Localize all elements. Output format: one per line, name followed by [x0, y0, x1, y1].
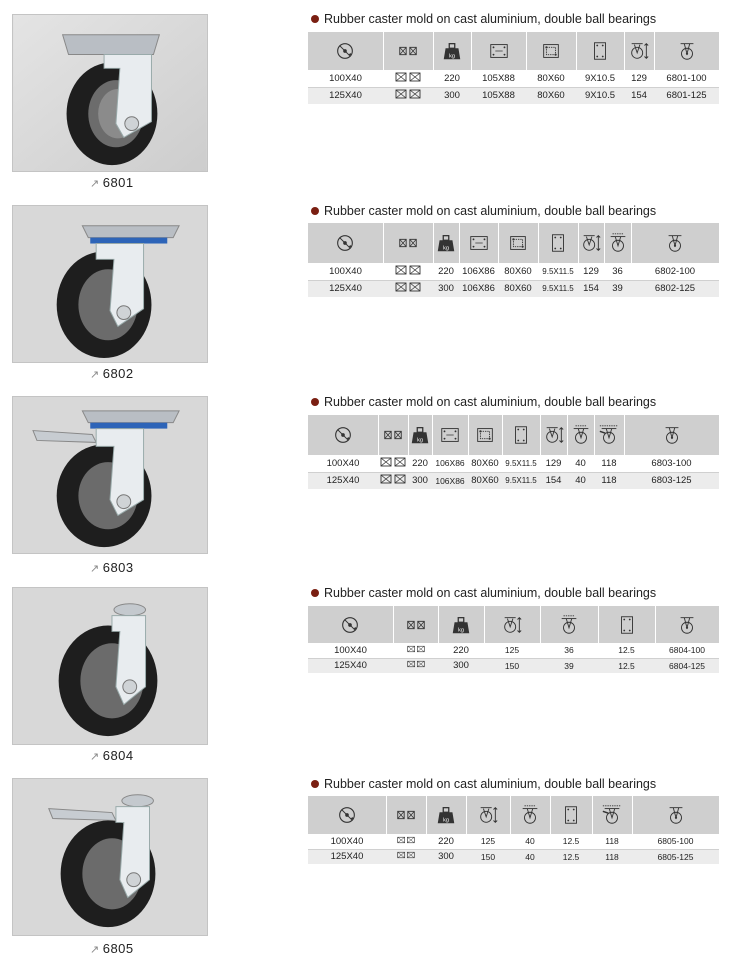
table-cell: 12.5	[550, 849, 592, 864]
svg-text:kg: kg	[458, 626, 464, 633]
product-photo-6801	[12, 14, 208, 172]
table-row	[308, 658, 719, 673]
bearing-symbol	[383, 280, 433, 297]
table-cell: 125X40	[308, 87, 383, 104]
bearing-icon-glyph	[405, 614, 427, 636]
load-kg-icon-glyph	[435, 232, 457, 254]
table-cell: 100X40	[308, 643, 393, 658]
table-cell: 106X86	[459, 263, 498, 280]
table-cell: 6803-125	[624, 472, 719, 489]
section-title: Rubber caster mold on cast aluminium, double ball bearings	[311, 777, 656, 791]
table-cell: 125X40	[308, 658, 393, 673]
load-kg-icon	[433, 32, 471, 70]
hole-spacing-icon	[526, 32, 576, 70]
table-cell: 6804-125	[655, 658, 719, 673]
product-code-label: ↗ 6804	[90, 748, 134, 763]
bearing-symbol-glyph	[395, 72, 421, 82]
swivel-offset-icon	[604, 223, 631, 263]
table-cell: 118	[592, 849, 632, 864]
bearing-symbol	[386, 834, 426, 849]
product-code-label: ↗ 6805	[90, 941, 134, 956]
table-cell: 9.5X11.5	[502, 455, 540, 472]
product-code-label: ↗ 6801	[90, 175, 134, 190]
caster-brake-illustration	[13, 397, 207, 553]
table-cell: 154	[624, 87, 654, 104]
arrow-icon: ↗	[90, 751, 100, 763]
caster-swivel-illustration	[13, 206, 207, 362]
table-cell: 118	[592, 834, 632, 849]
product-code-icon-glyph	[661, 424, 683, 446]
table-cell: 80X60	[468, 472, 502, 489]
wheel-size-icon	[308, 223, 383, 263]
table-row	[308, 87, 719, 104]
load-kg-icon-glyph	[450, 614, 472, 636]
swivel-offset-icon	[540, 606, 598, 643]
product-code-icon-glyph	[665, 804, 687, 826]
table-cell: 12.5	[598, 658, 655, 673]
table-cell: 300	[433, 280, 459, 297]
table-cell: 6802-100	[631, 263, 719, 280]
bearing-icon-glyph	[382, 424, 404, 446]
bearing-symbol-glyph	[380, 474, 406, 484]
hole-spacing-icon	[468, 415, 502, 455]
hole-spacing-icon-glyph	[540, 40, 562, 62]
table-cell: 125	[484, 643, 540, 658]
product-code-icon-glyph	[676, 614, 698, 636]
table-cell: 125X40	[308, 849, 386, 864]
table-cell: 100X40	[308, 455, 378, 472]
bearing-icon-glyph	[397, 40, 419, 62]
svg-text:kg: kg	[443, 817, 449, 824]
table-cell: 36	[604, 263, 631, 280]
arrow-icon: ↗	[90, 563, 100, 575]
spec-table-6805	[308, 796, 719, 864]
table-cell: 80X60	[468, 455, 502, 472]
table-row	[308, 643, 719, 658]
table-row	[308, 280, 719, 297]
bearing-icon-glyph	[395, 804, 417, 826]
plate-size-icon	[432, 415, 468, 455]
table-cell: 125X40	[308, 280, 383, 297]
table-cell: 105X88	[471, 70, 526, 87]
load-kg-icon-glyph	[435, 804, 457, 826]
table-cell: 9X10.5	[576, 87, 624, 104]
bearing-symbol	[393, 643, 438, 658]
swivel-offset-icon-glyph	[519, 804, 541, 826]
bearing-symbol	[393, 658, 438, 673]
table-cell: 220	[426, 834, 466, 849]
table-cell: 154	[540, 472, 567, 489]
swivel-offset-icon-glyph	[558, 614, 580, 636]
swivel-offset-icon-glyph	[607, 232, 629, 254]
brake-width-icon-glyph	[601, 804, 623, 826]
spec-table-6801	[308, 32, 719, 104]
table-cell: 106X86	[432, 472, 468, 489]
bearing-icon	[383, 223, 433, 263]
table-cell: 105X88	[471, 87, 526, 104]
svg-text:kg: kg	[417, 437, 423, 444]
bearing-symbol-glyph	[395, 265, 421, 275]
table-cell: 118	[594, 472, 624, 489]
table-cell: 100X40	[308, 70, 383, 87]
load-kg-icon-glyph	[409, 424, 431, 446]
bolt-hole-icon	[538, 223, 578, 263]
table-cell: 106X86	[432, 455, 468, 472]
table-cell: 150	[484, 658, 540, 673]
brake-width-icon-glyph	[598, 424, 620, 446]
bullet-icon	[311, 589, 319, 597]
bearing-icon-glyph	[397, 232, 419, 254]
product-code-icon-glyph	[676, 40, 698, 62]
wheel-size-icon-glyph	[336, 804, 358, 826]
spec-table-6803	[308, 415, 719, 489]
table-cell: 129	[624, 70, 654, 87]
table-cell: 100X40	[308, 834, 386, 849]
hole-spacing-icon-glyph	[474, 424, 496, 446]
table-cell: 6805-125	[632, 849, 719, 864]
table-cell: 6801-100	[654, 70, 719, 87]
bolt-hole-icon-glyph	[560, 804, 582, 826]
load-kg-icon	[438, 606, 484, 643]
total-height-icon-glyph	[543, 424, 565, 446]
table-cell: 125	[466, 834, 510, 849]
table-cell: 154	[578, 280, 604, 297]
table-cell: 220	[408, 455, 432, 472]
table-row	[308, 472, 719, 489]
table-cell: 6804-100	[655, 643, 719, 658]
bearing-symbol	[383, 70, 433, 87]
bolt-hole-icon	[576, 32, 624, 70]
section-title: Rubber caster mold on cast aluminium, double ball bearings	[311, 204, 656, 218]
table-cell: 118	[594, 455, 624, 472]
product-photo-6804	[12, 587, 208, 745]
total-height-icon-glyph	[580, 232, 602, 254]
total-height-icon	[466, 796, 510, 834]
table-row	[308, 849, 719, 864]
bearing-symbol-glyph	[397, 851, 415, 859]
brake-width-icon	[594, 415, 624, 455]
wheel-size-icon-glyph	[339, 614, 361, 636]
table-cell: 220	[433, 70, 471, 87]
swivel-offset-icon	[567, 415, 594, 455]
arrow-icon: ↗	[90, 369, 100, 381]
table-cell: 106X86	[459, 280, 498, 297]
total-height-icon	[624, 32, 654, 70]
product-code-icon-glyph	[664, 232, 686, 254]
caster-rigid-illustration	[13, 15, 207, 171]
plate-size-icon-glyph	[468, 232, 490, 254]
caster-bolt-hole-brake-illustration	[13, 779, 207, 935]
bearing-icon	[393, 606, 438, 643]
table-cell: 100X40	[308, 263, 383, 280]
table-cell: 220	[438, 643, 484, 658]
table-cell: 129	[540, 455, 567, 472]
hole-spacing-icon	[498, 223, 538, 263]
wheel-size-icon	[308, 32, 383, 70]
product-code-label: ↗ 6802	[90, 366, 134, 381]
brake-width-icon	[592, 796, 632, 834]
bearing-symbol-glyph	[395, 89, 421, 99]
table-cell: 220	[433, 263, 459, 280]
table-row	[308, 834, 719, 849]
table-cell: 80X60	[526, 70, 576, 87]
total-height-icon	[540, 415, 567, 455]
bolt-hole-icon-glyph	[547, 232, 569, 254]
arrow-icon: ↗	[90, 178, 100, 190]
table-cell: 6802-125	[631, 280, 719, 297]
table-cell: 80X60	[498, 280, 538, 297]
table-cell: 80X60	[498, 263, 538, 280]
load-kg-icon	[408, 415, 432, 455]
bearing-icon	[378, 415, 408, 455]
plate-size-icon	[459, 223, 498, 263]
table-cell: 40	[567, 455, 594, 472]
table-cell: 300	[438, 658, 484, 673]
table-cell: 40	[567, 472, 594, 489]
table-cell: 39	[604, 280, 631, 297]
table-row	[308, 263, 719, 280]
bullet-icon	[311, 207, 319, 215]
table-cell: 6805-100	[632, 834, 719, 849]
product-code-icon	[654, 32, 719, 70]
table-cell: 9X10.5	[576, 70, 624, 87]
bolt-hole-icon	[598, 606, 655, 643]
table-cell: 129	[578, 263, 604, 280]
plate-size-icon	[471, 32, 526, 70]
table-cell: 300	[433, 87, 471, 104]
bearing-symbol-glyph	[407, 645, 425, 653]
hole-spacing-icon-glyph	[507, 232, 529, 254]
wheel-size-icon-glyph	[334, 40, 356, 62]
total-height-icon-glyph	[477, 804, 499, 826]
wheel-size-icon	[308, 606, 393, 643]
table-cell: 6801-125	[654, 87, 719, 104]
bearing-icon	[383, 32, 433, 70]
product-photo-6803	[12, 396, 208, 554]
table-cell: 150	[466, 849, 510, 864]
spec-table-6804	[308, 606, 719, 673]
wheel-size-icon	[308, 796, 386, 834]
bullet-icon	[311, 398, 319, 406]
product-photo-6805	[12, 778, 208, 936]
product-code-icon	[631, 223, 719, 263]
bearing-symbol-glyph	[407, 660, 425, 668]
section-title: Rubber caster mold on cast aluminium, double ball bearings	[311, 12, 656, 26]
table-cell: 125X40	[308, 472, 378, 489]
load-kg-icon	[433, 223, 459, 263]
table-row	[308, 70, 719, 87]
bullet-icon	[311, 780, 319, 788]
bearing-symbol	[378, 472, 408, 489]
table-cell: 6803-100	[624, 455, 719, 472]
bearing-symbol	[383, 263, 433, 280]
spec-table-6802	[308, 223, 719, 297]
product-code-icon	[624, 415, 719, 455]
table-cell: 9.5X11.5	[538, 280, 578, 297]
svg-text:kg: kg	[443, 245, 449, 252]
total-height-icon	[578, 223, 604, 263]
bearing-symbol-glyph	[397, 836, 415, 844]
product-photo-6802	[12, 205, 208, 363]
bearing-symbol	[383, 87, 433, 104]
bolt-hole-icon-glyph	[510, 424, 532, 446]
product-code-icon	[632, 796, 719, 834]
bearing-symbol	[386, 849, 426, 864]
table-cell: 9.5X11.5	[538, 263, 578, 280]
bearing-symbol-glyph	[395, 282, 421, 292]
svg-text:kg: kg	[449, 53, 455, 60]
bolt-hole-icon	[502, 415, 540, 455]
table-cell: 39	[540, 658, 598, 673]
table-cell: 40	[510, 834, 550, 849]
table-cell: 300	[426, 849, 466, 864]
total-height-icon-glyph	[628, 40, 650, 62]
caster-bolt-hole-illustration	[13, 588, 207, 744]
wheel-size-icon-glyph	[334, 232, 356, 254]
table-cell: 12.5	[550, 834, 592, 849]
bearing-symbol-glyph	[380, 457, 406, 467]
bearing-symbol	[378, 455, 408, 472]
load-kg-icon-glyph	[441, 40, 463, 62]
table-cell: 80X60	[526, 87, 576, 104]
product-code-label: ↗ 6803	[90, 560, 134, 575]
total-height-icon	[484, 606, 540, 643]
bolt-hole-icon	[550, 796, 592, 834]
table-cell: 9.5X11.5	[502, 472, 540, 489]
table-row	[308, 455, 719, 472]
bearing-icon	[386, 796, 426, 834]
swivel-offset-icon	[510, 796, 550, 834]
bolt-hole-icon-glyph	[616, 614, 638, 636]
plate-size-icon-glyph	[439, 424, 461, 446]
wheel-size-icon	[308, 415, 378, 455]
table-cell: 36	[540, 643, 598, 658]
product-code-icon	[655, 606, 719, 643]
section-title: Rubber caster mold on cast aluminium, double ball bearings	[311, 586, 656, 600]
table-cell: 300	[408, 472, 432, 489]
load-kg-icon	[426, 796, 466, 834]
arrow-icon: ↗	[90, 944, 100, 956]
swivel-offset-icon-glyph	[570, 424, 592, 446]
table-cell: 40	[510, 849, 550, 864]
section-title: Rubber caster mold on cast aluminium, double ball bearings	[311, 395, 656, 409]
wheel-size-icon-glyph	[332, 424, 354, 446]
bolt-hole-icon-glyph	[589, 40, 611, 62]
table-cell: 12.5	[598, 643, 655, 658]
total-height-icon-glyph	[501, 614, 523, 636]
bullet-icon	[311, 15, 319, 23]
plate-size-icon-glyph	[488, 40, 510, 62]
